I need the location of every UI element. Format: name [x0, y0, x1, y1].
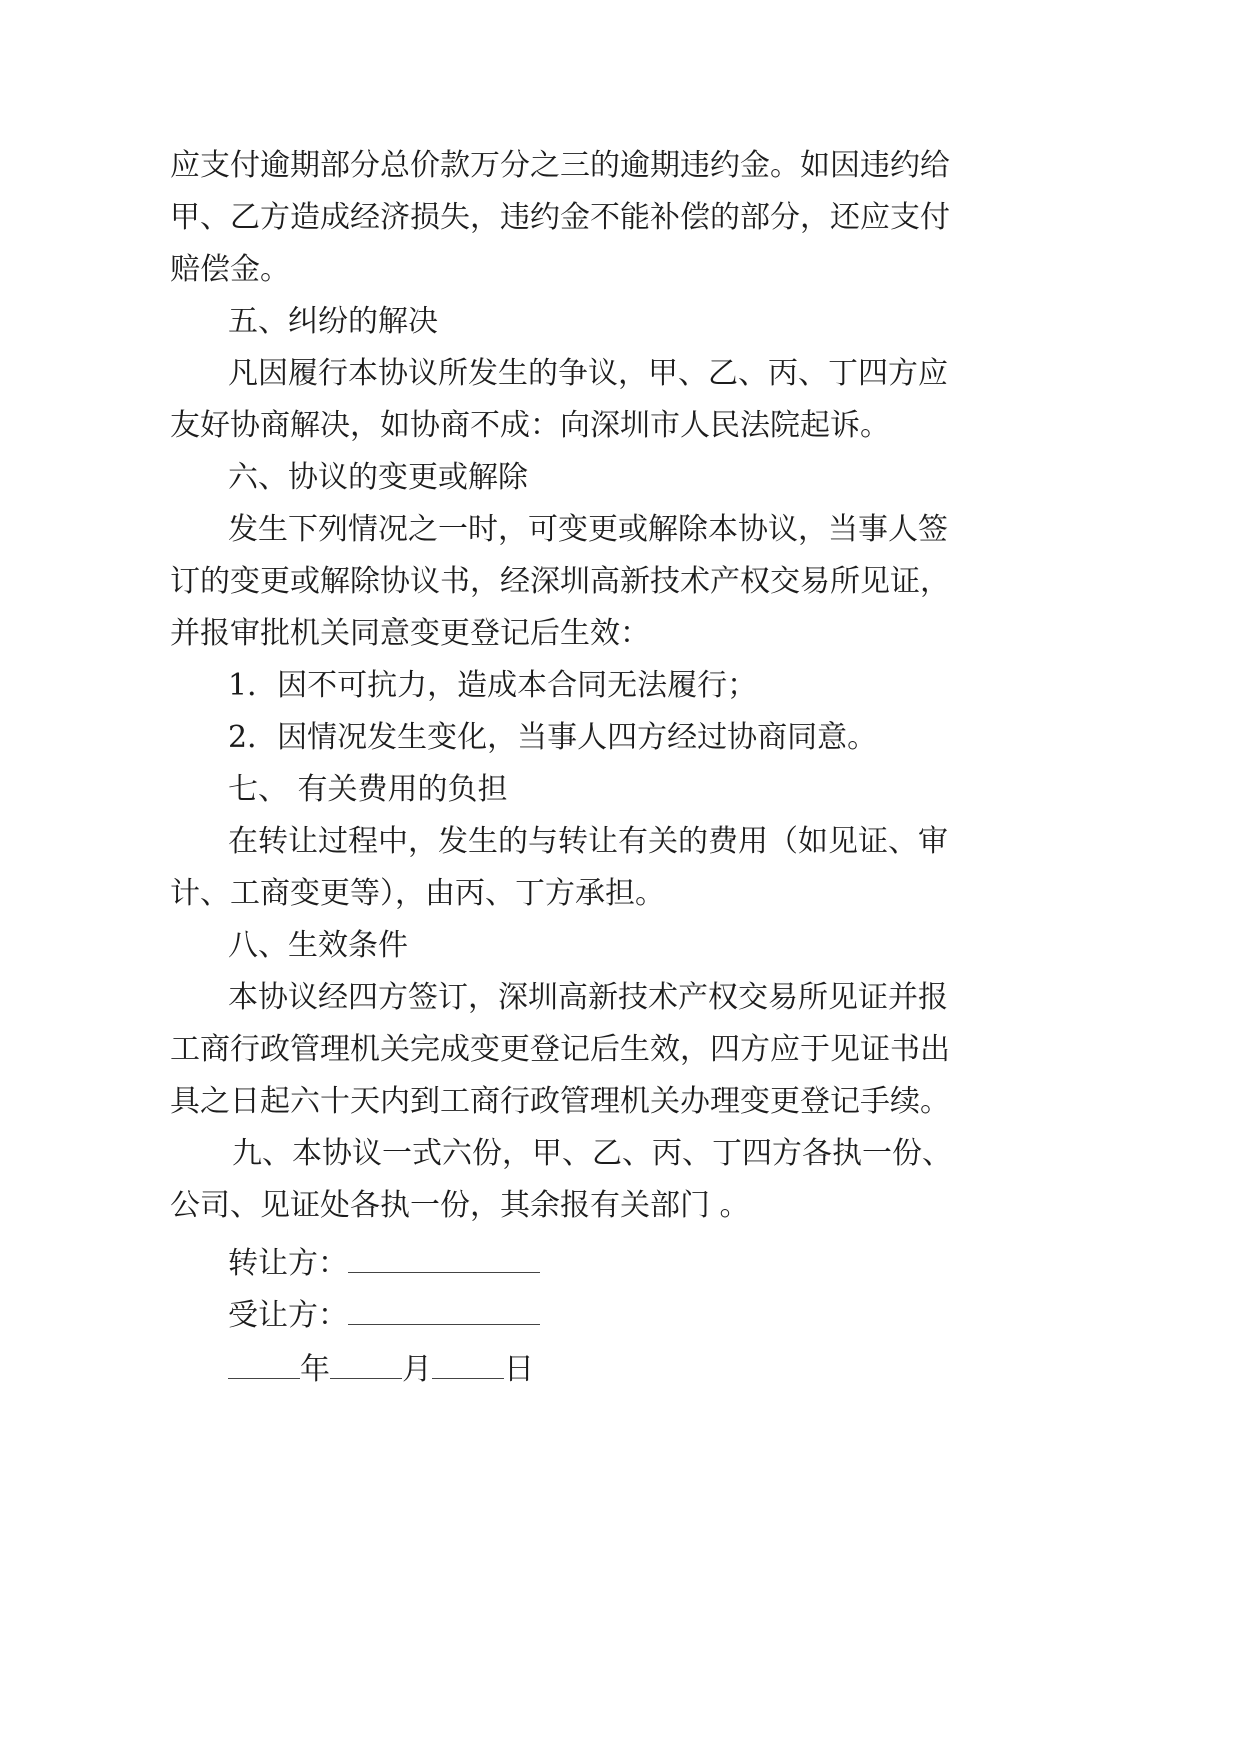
transferor-signature-blank [348, 1248, 540, 1273]
paragraph-line: 赔偿金。 [170, 252, 290, 287]
paragraph-line: 工商行政管理机关完成变更登记后生效，四方应于见证书出 [170, 1032, 950, 1067]
paragraph-line: 并报审批机关同意变更登记后生效： [170, 616, 650, 651]
section-heading-8: 八、生效条件 [228, 928, 408, 963]
paragraph-line: 公司、见证处各执一份，其余报有关部门 。 [170, 1188, 750, 1223]
year-label: 年 [300, 1352, 330, 1387]
paragraph-line: 在转让过程中，发生的与转让有关的费用（如见证、审 [228, 824, 948, 859]
date-line [228, 1350, 534, 1390]
paragraph-line: 本协议经四方签订，深圳高新技术产权交易所见证并报 [228, 980, 948, 1015]
transferee-label: 受让方： [228, 1298, 348, 1333]
paragraph-line: 凡因履行本协议所发生的争议，甲、乙、丙、丁四方应 [228, 356, 948, 391]
paragraph-line: 计、工商变更等），由丙、丁方承担。 [170, 876, 665, 911]
paragraph-line: 订的变更或解除协议书，经深圳高新技术产权交易所见证， [170, 564, 950, 599]
section-heading-5: 五、纠纷的解决 [228, 304, 438, 339]
list-item-1: 1．因不可抗力，造成本合同无法履行； [228, 668, 758, 703]
day-label: 日 [504, 1352, 534, 1387]
day-blank [432, 1354, 504, 1379]
section-heading-9: 九、本协议一式六份，甲、乙、丙、丁四方各执一份、 [232, 1136, 952, 1171]
paragraph-line: 甲、乙方造成经济损失，违约金不能补偿的部分，还应支付 [170, 200, 950, 235]
transferee-signature-blank [348, 1300, 540, 1325]
transferor-label: 转让方： [228, 1246, 348, 1281]
section-heading-7: 七、 有关费用的负担 [228, 772, 508, 807]
list-item-2: 2．因情况发生变化，当事人四方经过协商同意。 [228, 720, 878, 755]
year-blank [228, 1354, 300, 1379]
paragraph-line: 应支付逾期部分总价款万分之三的逾期违约金。如因违约给 [170, 148, 950, 183]
paragraph-line: 友好协商解决，如协商不成：向深圳市人民法院起诉。 [170, 408, 890, 443]
paragraph-line: 具之日起六十天内到工商行政管理机关办理变更登记手续。 [170, 1084, 950, 1119]
month-label: 月 [402, 1352, 432, 1387]
month-blank [330, 1354, 402, 1379]
transferor-signature-line [228, 1244, 540, 1284]
transferee-signature-line [228, 1296, 540, 1336]
section-heading-6: 六、协议的变更或解除 [228, 460, 528, 495]
paragraph-line: 发生下列情况之一时，可变更或解除本协议，当事人签 [228, 512, 948, 547]
